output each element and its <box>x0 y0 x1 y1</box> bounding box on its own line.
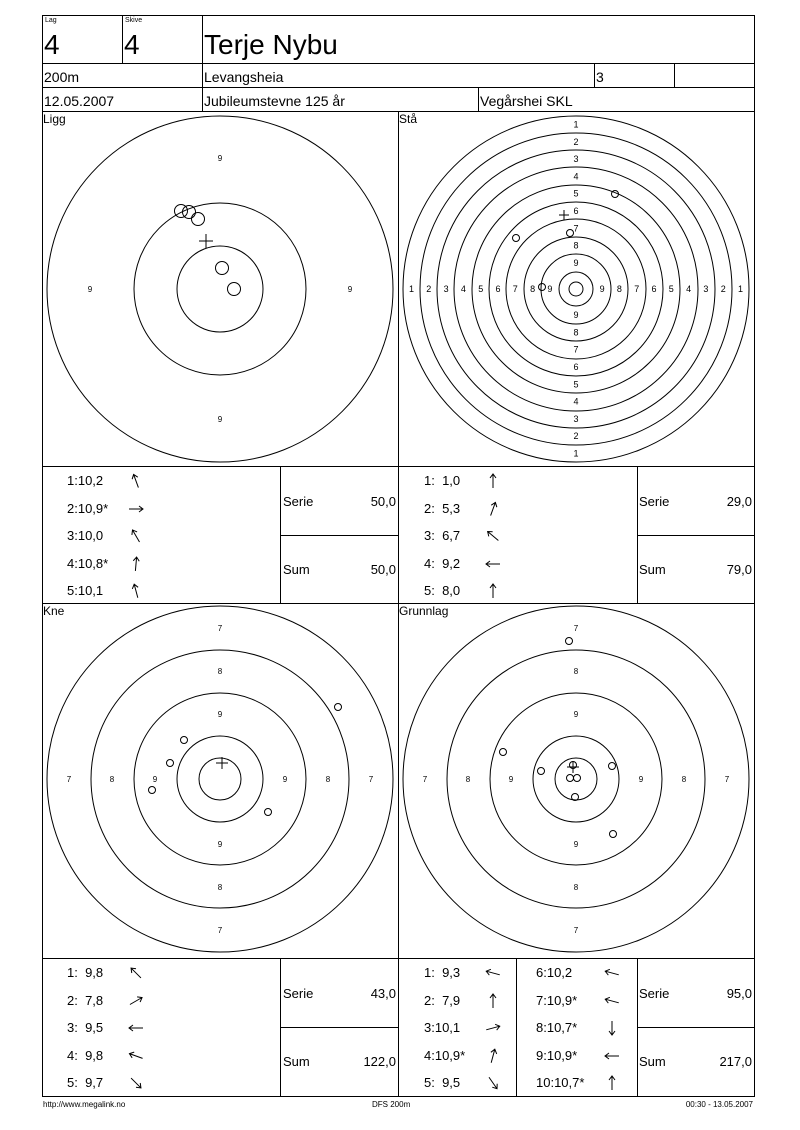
direction-arrow-icon <box>484 500 502 518</box>
footer-center: DFS 200m <box>372 1100 411 1109</box>
direction-arrow-icon <box>603 964 621 982</box>
shot-mark <box>610 831 617 838</box>
ring-label: 8 <box>616 284 622 294</box>
shot-direction <box>484 1074 502 1097</box>
ring-label: 4 <box>573 171 579 182</box>
ring-label: 2 <box>426 284 432 294</box>
ring-label: 6 <box>573 206 579 216</box>
shot-mark <box>265 809 272 816</box>
shot-direction <box>127 964 145 987</box>
shot-score: 2: 7,8 <box>67 992 104 1008</box>
direction-arrow-icon <box>127 527 145 545</box>
ring-label: 4 <box>573 396 579 407</box>
shot-mark <box>572 794 579 801</box>
shot-direction <box>603 992 621 1015</box>
shot-score: 2: 7,9 <box>424 992 461 1008</box>
target-sta <box>403 116 749 462</box>
shot-score: 6:10,2 <box>536 965 573 980</box>
ring-label: 3 <box>443 284 449 294</box>
ring-label: 7 <box>217 624 223 633</box>
serie-label: Serie <box>283 494 314 509</box>
ring-label: 7 <box>573 926 579 935</box>
shot-direction <box>127 527 145 550</box>
sum-value: 217,0 <box>719 1054 752 1069</box>
serie-value: 43,0 <box>370 986 396 1001</box>
shot-score: 1: 9,8 <box>67 965 104 980</box>
ligg-shots <box>175 205 241 296</box>
shot-direction <box>484 964 502 987</box>
sum-label: Sum <box>639 1054 666 1069</box>
ring-label: 5 <box>668 284 674 294</box>
shot-score: 8:10,7* <box>536 1020 578 1035</box>
venue-extra: 3 <box>596 69 604 85</box>
shot-mark <box>513 235 520 242</box>
shot-mark <box>192 213 205 226</box>
shot-mark <box>609 763 616 770</box>
ring-label: 7 <box>512 284 518 294</box>
direction-arrow-icon <box>484 555 502 573</box>
shot-direction <box>603 1074 621 1097</box>
sum-label: Sum <box>639 562 666 577</box>
shot-direction <box>127 1047 145 1070</box>
ring-label: 8 <box>217 667 223 676</box>
shot-mark <box>183 206 196 219</box>
shot-score: 4:10,9* <box>424 1047 466 1063</box>
direction-arrow-icon <box>127 472 145 490</box>
kne-ring-labels <box>67 624 374 935</box>
footer-timestamp: 00:30 - 13.05.2007 <box>685 1100 753 1109</box>
ring-label: 7 <box>573 344 579 355</box>
shot-direction <box>603 964 621 987</box>
ring-label: 9 <box>599 284 605 294</box>
shot-mark <box>538 768 545 775</box>
shot-direction <box>127 992 145 1015</box>
direction-arrow-icon <box>127 1074 145 1092</box>
direction-arrow-icon <box>127 992 145 1010</box>
date: 12.05.2007 <box>44 93 115 109</box>
ring-label: 2 <box>720 284 726 294</box>
shot-mark <box>335 704 342 711</box>
venue: Levangsheia <box>204 69 284 85</box>
shot-score: 2: 5,3 <box>424 500 461 516</box>
ring-label: 5 <box>573 379 579 390</box>
ring-label: 8 <box>109 775 115 784</box>
direction-arrow-icon <box>484 1047 502 1065</box>
direction-arrow-icon <box>127 555 145 573</box>
ring-label: 9 <box>547 284 553 294</box>
ring-label: 8 <box>325 775 331 784</box>
direction-arrow-icon <box>484 992 502 1010</box>
shot-mark <box>574 775 581 782</box>
serie-value: 29,0 <box>726 494 752 509</box>
serie-label: Serie <box>639 494 670 509</box>
shot-mark <box>566 638 573 645</box>
serie-label: Serie <box>283 986 314 1001</box>
shot-direction <box>603 1019 621 1042</box>
shot-direction <box>484 500 502 523</box>
ring-label: 8 <box>681 775 687 784</box>
ring-label: 4 <box>686 284 692 294</box>
sta-ring-labels <box>409 120 743 459</box>
footer-url[interactable]: http://www.megalink.no <box>43 1100 126 1109</box>
shot-score: 5: 9,5 <box>424 1075 461 1090</box>
ring-label: 7 <box>573 223 579 234</box>
grunnlag-shots <box>500 638 617 838</box>
target-grunnlag <box>403 606 749 952</box>
shot-direction <box>484 1019 502 1042</box>
kne-shots <box>149 704 342 816</box>
ring-label: 7 <box>634 284 640 294</box>
shot-direction <box>484 527 502 550</box>
ring-label: 8 <box>217 883 223 892</box>
direction-arrow-icon <box>484 1074 502 1092</box>
shot-mark <box>216 262 229 275</box>
direction-arrow-icon <box>603 1074 621 1092</box>
shot-direction <box>484 1047 502 1070</box>
shot-mark <box>167 760 174 767</box>
shot-score: 5: 8,0 <box>424 583 461 598</box>
shot-mark <box>149 787 156 794</box>
sum-label: Sum <box>283 1054 310 1069</box>
serie-label: Serie <box>639 986 670 1001</box>
shot-mark <box>228 283 241 296</box>
shot-score: 7:10,9* <box>536 992 578 1008</box>
center-cross <box>559 210 569 220</box>
ring-label: 8 <box>530 284 536 294</box>
ring-label: 2 <box>573 431 579 442</box>
ring-label: 7 <box>217 926 223 935</box>
direction-arrow-icon <box>484 964 502 982</box>
direction-arrow-icon <box>484 527 502 545</box>
shot-score: 9:10,9* <box>536 1047 578 1063</box>
direction-arrow-icon <box>603 1047 621 1065</box>
ring-label: 9 <box>573 257 579 268</box>
direction-arrow-icon <box>127 582 145 600</box>
distance: 200m <box>44 69 80 85</box>
shot-score: 1: 1,0 <box>424 473 461 488</box>
sum-label: Sum <box>283 562 310 577</box>
target-ligg <box>47 116 393 462</box>
shot-direction <box>127 500 145 523</box>
shot-score: 2:10,9* <box>67 500 109 516</box>
shot-score: 3:10,0 <box>67 528 104 543</box>
center-cross <box>199 234 213 248</box>
shot-direction <box>127 1019 145 1042</box>
shot-mark <box>567 775 574 782</box>
direction-arrow-icon <box>603 992 621 1010</box>
ring-label: 7 <box>724 775 730 784</box>
ring-label: 9 <box>573 840 579 849</box>
ring-label: 7 <box>573 624 579 633</box>
serie-value: 95,0 <box>726 986 752 1001</box>
shot-score: 5:10,1 <box>67 583 104 598</box>
ring-label: 3 <box>703 284 709 294</box>
shot-mark <box>181 737 188 744</box>
ligg-ring-labels <box>88 154 353 424</box>
shot-score: 4: 9,2 <box>424 555 461 571</box>
club-name: Vegårshei SKL <box>480 93 573 109</box>
direction-arrow-icon <box>603 1019 621 1037</box>
shot-score: 4:10,8* <box>67 555 109 571</box>
shot-direction <box>484 582 502 605</box>
shot-direction <box>603 1047 621 1070</box>
ring-label: 1 <box>573 448 579 459</box>
shot-score: 3: 9,5 <box>67 1020 104 1035</box>
shot-direction <box>484 992 502 1015</box>
shot-direction <box>127 472 145 495</box>
ring-label: 4 <box>460 284 466 294</box>
shot-score: 3:10,1 <box>424 1020 461 1035</box>
ring-label: 1 <box>737 284 744 294</box>
ring-label: 6 <box>573 362 579 372</box>
ring-label: 9 <box>282 775 288 784</box>
shot-score: 1: 9,3 <box>424 965 461 980</box>
target-title-grunnlag: Grunnlag <box>399 604 449 618</box>
shooter-name: Terje Nybu <box>204 29 338 60</box>
target-title-ligg: Ligg <box>43 112 66 126</box>
skive-label: Skive <box>125 17 143 24</box>
direction-arrow-icon <box>127 1019 145 1037</box>
target-title-sta: Stå <box>399 112 418 126</box>
shot-direction <box>127 555 145 578</box>
shot-score: 1:10,2 <box>67 473 104 488</box>
ring-label: 9 <box>508 775 514 784</box>
grunnlag-ring-labels <box>423 624 730 935</box>
sum-value: 122,0 <box>363 1054 396 1069</box>
ring-label: 3 <box>573 413 579 424</box>
direction-arrow-icon <box>484 582 502 600</box>
direction-arrow-icon <box>127 1047 145 1065</box>
ring-label: 1 <box>408 284 415 294</box>
direction-arrow-icon <box>127 964 145 982</box>
skive-value: 4 <box>124 29 140 60</box>
event-name: Jubileumstevne 125 år <box>204 93 345 109</box>
ring-label: 6 <box>651 284 657 294</box>
shot-direction <box>127 582 145 605</box>
ring-label: 9 <box>217 415 223 424</box>
ring-label: 8 <box>465 775 471 784</box>
ring-label: 3 <box>573 154 579 165</box>
target-title-kne: Kne <box>43 604 65 618</box>
serie-value: 50,0 <box>370 494 396 509</box>
ring-label: 8 <box>573 327 579 338</box>
direction-arrow-icon <box>484 472 502 490</box>
ring-label: 9 <box>217 710 223 719</box>
ring-label: 9 <box>152 775 158 784</box>
shot-score: 10:10,7* <box>536 1075 585 1090</box>
center-cross <box>567 761 579 773</box>
ring-label: 8 <box>573 240 579 251</box>
sum-value: 50,0 <box>370 562 396 577</box>
shot-score: 5: 9,7 <box>67 1075 104 1090</box>
shot-direction <box>484 555 502 578</box>
shot-score: 4: 9,8 <box>67 1047 104 1063</box>
ring-label: 9 <box>87 285 93 294</box>
shot-mark <box>567 230 574 237</box>
shot-direction <box>127 1074 145 1097</box>
direction-arrow-icon <box>484 1019 502 1037</box>
lag-value: 4 <box>44 29 60 60</box>
lag-label: Lag <box>45 17 57 24</box>
ring-label: 9 <box>573 710 579 719</box>
ring-label: 9 <box>347 285 353 294</box>
ring-label: 9 <box>217 840 223 849</box>
shot-mark <box>539 284 546 291</box>
shot-score: 3: 6,7 <box>424 528 461 543</box>
direction-arrow-icon <box>127 500 145 518</box>
ring-label: 9 <box>638 775 644 784</box>
ring-label: 9 <box>573 310 579 321</box>
ring-label: 1 <box>573 119 579 130</box>
shot-direction <box>484 472 502 495</box>
ring-label: 7 <box>422 775 428 784</box>
shot-mark <box>500 749 507 756</box>
target-kne <box>47 606 393 952</box>
ring-label: 8 <box>573 667 579 676</box>
ring-label: 5 <box>478 284 484 294</box>
ring-label: 7 <box>368 775 374 784</box>
sum-value: 79,0 <box>726 562 752 577</box>
ring-label: 5 <box>573 188 579 199</box>
ring-label: 9 <box>217 154 223 163</box>
ring-label: 6 <box>495 284 501 294</box>
ring-label: 2 <box>573 136 579 147</box>
ring-label: 8 <box>573 883 579 892</box>
ring-label: 7 <box>66 775 72 784</box>
